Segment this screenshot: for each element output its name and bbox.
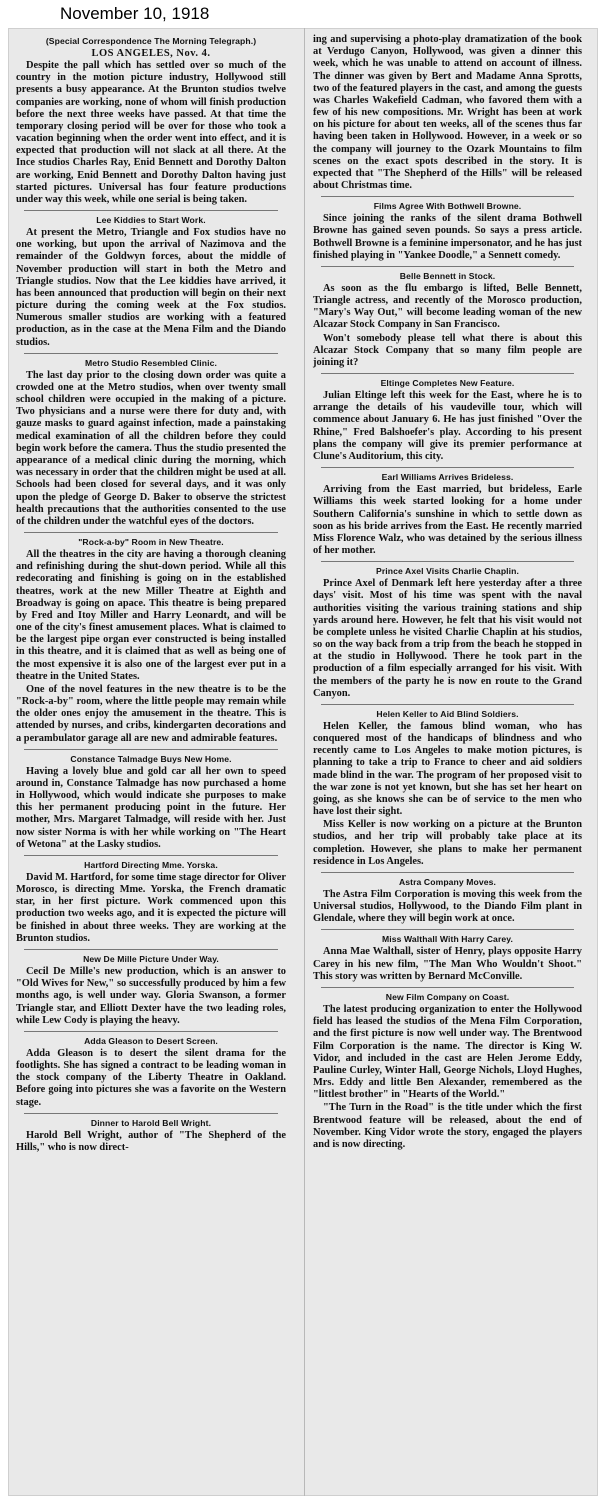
article-paragraph: Won't somebody please tell what there is about this Alcazar Stock Company that so many film people are joining it? [313, 332, 582, 368]
article-paragraph: Prince Axel of Denmark left here yesterday after a three days' visit. Most of his time was spent with the naval authorities visiting the various training stations and ship yards around here. However, he felt that his visit would not be complete unless he visited Charlie Chaplin at his studios, so on the way back from a trip from the beach he stopped in at the studio in Hollywood. There he took part in the production of a film especially arranged for his visit. With the members of the party he is now en route to the Grand Canyon. [313, 578, 582, 699]
article-paragraph: The latest producing organization to enter the Hollywood field has leased the studios of the Mena Film Corporation, and the first picture is now well under way. The Brentwood Film Corporation is the name. The director is King W. Vidor, and included in the cast are Helen Jerome Eddy, Pauline Curley, Winter Hall, George Nichols, Lloyd Hughes, Mrs. Eddy and little Ben Alexander, remembered as the "littlest brother" in "Hearts of the World." [313, 1004, 582, 1101]
section-headline: Astra Company Moves. [398, 876, 497, 887]
dateline: LOS ANGELES, Nov. 4. [91, 48, 211, 59]
article-paragraph: All the theatres in the city are having a thorough cleaning and refinishing during the shut-down period. While all this redecorating and finishing is going on in the established theatres, work at the new Miller Theatre at Eighth and Broadway is going on apace. This theatre is being prepared by Fred and Itoy Miller and Harry Leonardt, and will be one of the city's finest amusement places. What is claimed to be the largest pipe organ ever constructed is being installed in this theatre, and it is claimed that as well as being one of the most expensive it is also one of the largest ever put in a theatre in the United States. [16, 549, 286, 682]
section-headline: Prince Axel Visits Charlie Chaplin. [376, 566, 519, 577]
article-paragraph: Since joining the ranks of the silent drama Bothwell Browne has gained seven pounds. So says a press article. Bothwell Browne is a feminine impersonator, and he has just finished playing in "Yankee Doodle," a Sennett comedy. [313, 213, 582, 261]
article-paragraph: Despite the pall which has settled over so much of the country in the motion picture industry, Hollywood still presents a busy appearance. At the Brunton studios twelve companies are working, none of whom will finish production before the next three weeks have passed. At that time the temporary closing period will be over for those who took a vacation beginning when the order went into effect, and it is expected that production will not slack at all there. At the Ince studios Charles Ray, Enid Bennett and Dorothy Dalton are working, Enid Bennett and Dorothy Dalton having just started pictures. Universal has four feature productions under way this week, while one serial is being taken. [16, 60, 286, 205]
section-headline: New De Mille Picture Under Way. [83, 954, 219, 964]
article-paragraph: Arriving from the East married, but brideless, Earle Williams this week started looking for a home under Southern California's sunshine in which to settle down as soon as his bride arrives from the East. He recently married Miss Florence Walz, who was detained by the serious illness of her mother. [313, 484, 582, 557]
section-divider [24, 532, 278, 533]
section-divider [321, 196, 574, 197]
section-divider [321, 929, 574, 930]
article-paragraph: Julian Eltinge left this week for the East, where he is to arrange the details of his vaudeville tour, which will commence about January 6. He has just finished "Over the Rhine," Fred Balshoefer's play. According to his present plans the company will give its premier performance at Clune's Auditorium, this city. [313, 390, 582, 462]
article-paragraph: Harold Bell Wright, author of "The Shepherd of the Hills," who is now direct- [16, 1129, 286, 1153]
article-paragraph: The last day prior to the closing down order was quite a crowded one at the Metro studios, when over twenty small school children were occupied in the making of a picture. Two physicians and a nurse were there for duty and, with gauze masks to guard against infection, made a painstaking medical examination of all the children before they could begin work before the camera. Thus the studio presented the appearance of a medical clinic during the morning, which was necessary in order that the children might be used at all. Schools had been closed for several days, and it was only upon the pledge of George D. Baker to observe the strictest health precautions that the authorities consented to the use of the children under the watchful eyes of the doctors. [16, 369, 286, 527]
section-divider [24, 949, 278, 950]
article-paragraph: Having a lovely blue and gold car all her own to speed around in, Constance Talmadge has now purchased a home in Hollywood, which would indicate she purposes to make this her permanent producing point in the future. Her mother, Mrs. Margaret Talmadge, will reside with her. Just now sister Norma is with her while working on "The Heart of Wetona" at the Lasky studios. [16, 765, 286, 850]
article-paragraph: One of the novel features in the new theatre is to be the "Rock-a-by" room, where the little people may remain while the older ones enjoy the amusement in the theatre. This is attended by nurses, and cribs, kindergarten decorations and a perambulator garage all are new and admirable features. [16, 683, 286, 744]
newspaper-clipping [8, 28, 598, 1496]
section-divider [24, 749, 278, 750]
section-headline: "Rock-a-by" Room in New Theatre. [78, 537, 224, 548]
section-headline: Adda Gleason to Desert Screen. [84, 1035, 218, 1046]
section-headline: New Film Company on Coast. [385, 992, 510, 1002]
source-line: (Special Correspondence The Morning Telegraph.) [45, 36, 257, 46]
article-paragraph: Helen Keller, the famous blind woman, who has conquered most of the handicaps of blindness and who recently came to Los Angeles to make motion pictures, is planning to take a trip to France to cheer and aid soldiers made blind in the war. The program of her proposed visit to the war zone is not yet known, but she has set her heart on going, as she knows she can be of service to the men who have lost their sight. [313, 720, 582, 818]
right-column [304, 28, 588, 1496]
section-divider [24, 1031, 278, 1032]
article-paragraph: "The Turn in the Road" is the title under which the first Brentwood feature will be released, about the end of November. King Vidor wrote the story, engaged the players and is now directing. [313, 1102, 582, 1150]
section-divider [321, 373, 574, 374]
section-headline: Miss Walthall With Harry Carey. [381, 934, 513, 945]
article-paragraph: Adda Gleason is to desert the silent drama for the footlights. She has signed a contract to be leading woman in the stock company of the Liberty Theatre in Oakland. Before going into pictures she was a favorite on the Western stage. [16, 1047, 286, 1108]
section-headline: Helen Keller to Aid Blind Soldiers. [376, 708, 519, 719]
section-divider [321, 561, 574, 562]
section-divider [321, 704, 574, 705]
article-paragraph: Miss Keller is now working on a picture at the Brunton studios, and her trip will probably take place at its completion. However, she plans to make her permanent residence in Los Angeles. [313, 819, 582, 867]
left-column [8, 28, 292, 1496]
article-paragraph: The Astra Film Corporation is moving this week from the Universal studios, Hollywood, to the Diando Film plant in Glendale, where they will begin work at once. [313, 888, 582, 925]
section-divider [321, 987, 574, 988]
article-paragraph: At present the Metro, Triangle and Fox studios have no one working, but upon the arrival of Nazimova and the remainder of the Goldwyn forces, about the middle of November production will start in both the Metro and Triangle studios. Now that the Lee kiddies have arrived, it has been announced that production will begin on their next picture during the coming week at the Fox studios. Numerous smaller studios are working with a featured production, as in the case at the Mena Film and the Diando studios. [16, 227, 286, 348]
article-paragraph: Cecil De Mille's new production, which is an answer to "Old Wives for New," so successfully produced by him a few months ago, is well under way. Gloria Swanson, a former Triangle star, and Elliott Dexter have the two leading roles, while Lew Cody is playing the heavy. [16, 966, 286, 1026]
section-headline: Dinner to Harold Bell Wright. [90, 1117, 212, 1128]
section-divider [24, 1113, 278, 1114]
section-divider [24, 353, 278, 354]
section-headline: Earl Williams Arrives Brideless. [381, 472, 514, 483]
article-paragraph: David M. Hartford, for some time stage director for Oliver Morosco, is directing Mme. Yorska, the French dramatic star, in her first picture. Work commenced upon this production two weeks ago, and it is expected the picture will be finished in about three weeks. They are working at the Brunton studios. [16, 871, 286, 944]
section-divider [24, 210, 278, 211]
section-headline: Belle Bennett in Stock. [399, 270, 496, 281]
section-divider [24, 855, 278, 856]
article-paragraph: ing and supervising a photo-play dramatization of the book at Verdugo Canyon, Hollywood, was given a dinner this week, which he was unable to attend on account of illness. The dinner was given by Bert and Madame Anna Sprotts, two of the featured players in the cast, and among the guests was Charles Wakefield Cadman, who favored them with a few of his new compositions. Mr. Wright has been at work on his picture for about ten weeks, all of the scenes thus far having been taken in Hollywood. However, in a week or so the company will journey to the Ozark Mountains to film scenes on the exact spots described in the story. It is expected that "The Shepherd of the Hills" will be released about Christmas time. [313, 34, 582, 192]
section-divider [321, 467, 574, 468]
section-headline: Metro Studio Resembled Clinic. [85, 357, 217, 368]
section-divider [321, 266, 574, 267]
section-headline: Lee Kiddies to Start Work. [96, 215, 206, 226]
section-headline: Films Agree With Bothwell Browne. [373, 201, 522, 212]
section-headline: Hartford Directing Mme. Yorska. [84, 859, 218, 870]
article-paragraph: As soon as the flu embargo is lifted, Belle Bennett, Triangle actress, and recently of the Morosco production, "Mary's Way Out," will become leading woman of the new Alcazar Stock Company in San Francisco. [313, 282, 582, 331]
clipping-date: November 10, 1918 [60, 4, 210, 23]
section-headline: Constance Talmadge Buys New Home. [70, 753, 232, 764]
left-column-body [16, 60, 286, 1154]
article-paragraph: Anna Mae Walthall, sister of Henry, plays opposite Harry Carey in his new film, "The Man Who Wouldn't Shoot." This story was written by Bernard McConville. [313, 946, 582, 982]
section-headline: Eltinge Completes New Feature. [380, 378, 515, 389]
section-divider [321, 872, 574, 873]
right-column-body [313, 34, 582, 1151]
